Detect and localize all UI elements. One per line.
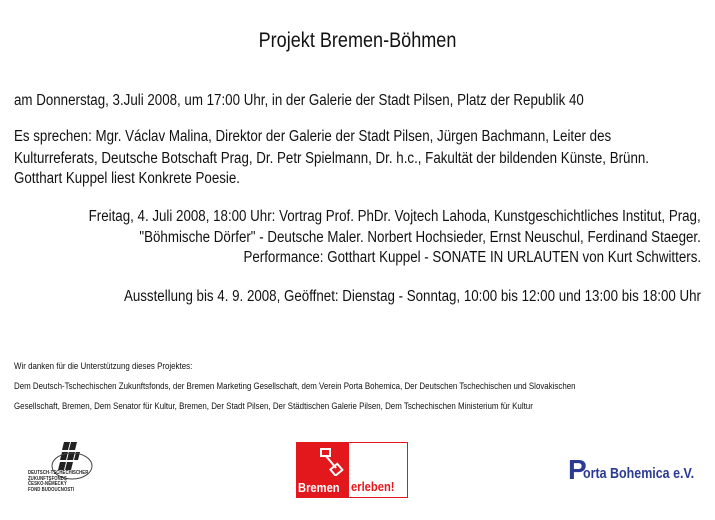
bremen-word: Bremen <box>298 480 340 495</box>
friday-line-1: Freitag, 4. Juli 2008, 18:00 Uhr: Vortrag Prof. PhDr. Vojtech Lahoda, Kunstgeschichtliches Institut, Prag, <box>88 208 701 225</box>
event-date-line: am Donnerstag, 3.Juli 2008, um 17:00 Uhr, in der Galerie der Stadt Pilsen, Platz der Republik 40 <box>14 92 584 109</box>
speakers-line-2: Kulturreferats, Deutsche Botschaft Prag, Dr. Petr Spielmann, Dr. h.c., Fakultät der bildenden Künste, Brünn. <box>14 150 649 167</box>
exhibition-line: Ausstellung bis 4. 9. 2008, Geöffnet: Dienstag - Sonntag, 10:00 bis 12:00 und 13:00 bis 18:00 Uhr <box>123 288 701 305</box>
bremen-red-block <box>296 442 348 498</box>
zukunftsfonds-line-2: ZUKUNFTSFONDS <box>28 475 67 482</box>
page-title: Projekt Bremen-Böhmen <box>258 29 457 52</box>
thanks-line-1: Dem Deutsch-Tschechischen Zukunftsfonds, der Bremen Marketing Gesellschaft, dem Verein Porta Bohemica, Der Deutschen Tschechischen und Slovakischen <box>14 381 576 391</box>
bremen-key-icon <box>320 448 344 476</box>
zukunftsfonds-logo <box>20 440 130 506</box>
zukunftsfonds-line-1: DEUTSCH-TSCHECHISCHER <box>28 470 89 476</box>
thanks-line-2: Gesellschaft, Bremen, Dem Senator für Kultur, Bremen, Der Stadt Pilsen, Der Städtischen Galerie Pilsen, Dem Tschechischen Ministerium für Kultur <box>14 401 533 411</box>
porta-bohemica-logo <box>568 456 698 486</box>
friday-line-2: "Böhmische Dörfer" - Deutsche Maler. Norbert Hochsieder, Ernst Neuschul, Ferdinand Staeger. <box>139 229 701 246</box>
porta-initial: P <box>568 454 587 485</box>
bremen-erleben-logo <box>296 442 408 498</box>
speakers-line-3: Gotthart Kuppel liest Konkrete Poesie. <box>14 170 241 187</box>
erleben-word: erleben! <box>351 479 395 494</box>
zukunftsfonds-line-4: FOND BUDOUCNOSTI <box>28 486 75 493</box>
porta-name: orta Bohemica e.V. <box>583 466 695 482</box>
thanks-heading: Wir danken für die Unterstützung dieses Projektes: <box>14 361 193 371</box>
zukunftsfonds-line-3: ČESKO-NĚMECKÝ <box>28 481 67 488</box>
friday-line-3: Performance: Gotthart Kuppel - SONATE IN URLAUTEN von Kurt Schwitters. <box>243 249 701 266</box>
erleben-block <box>348 442 408 498</box>
speakers-line-1: Es sprechen: Mgr. Václav Malina, Direktor der Galerie der Stadt Pilsen, Jürgen Bachmann, Leiter des <box>14 128 612 145</box>
